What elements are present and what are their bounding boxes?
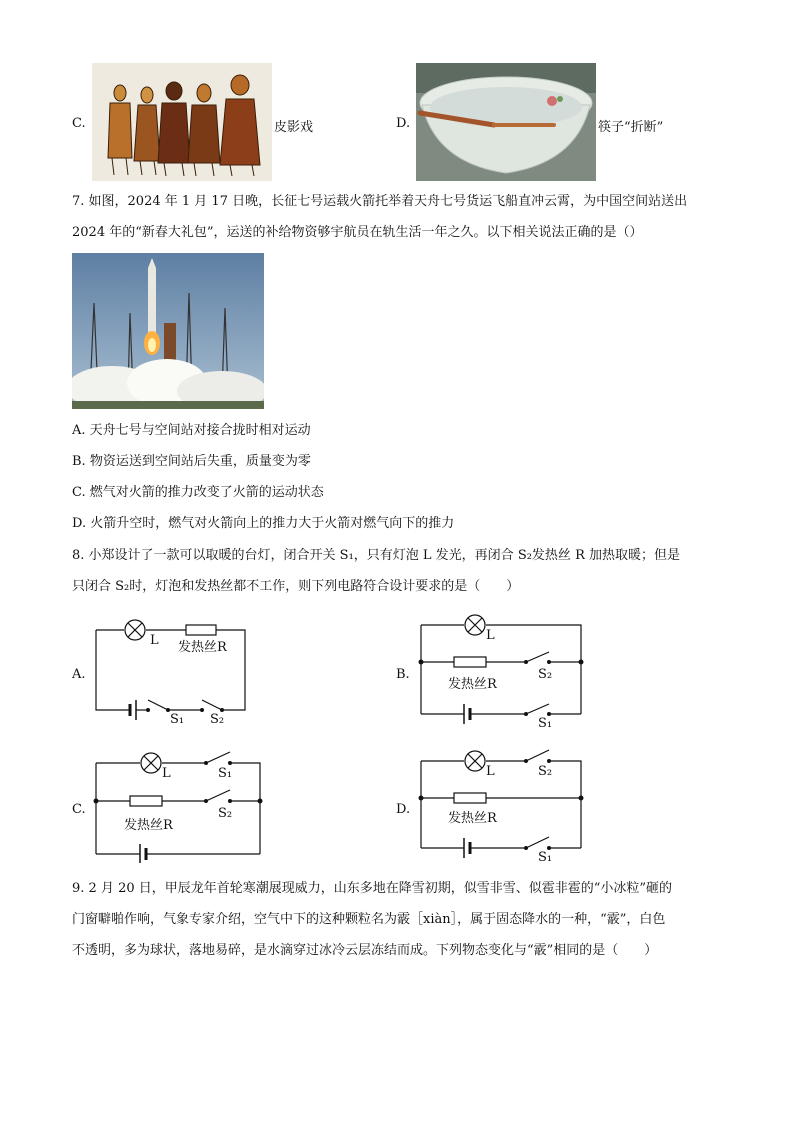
q8-stem-line1: 8. 小郑设计了一款可以取暖的台灯，闭合开关 S₁，只有灯泡 L 发光，再闭合 S₂发热丝 R 加热取暖；但是 bbox=[72, 548, 680, 563]
circuit-b-letter: B. bbox=[396, 667, 410, 682]
circuit-b-s1-label: S₁ bbox=[538, 716, 553, 731]
circuit-a-lamp-label: L bbox=[150, 633, 159, 648]
circuit-a-s2-label: S₂ bbox=[210, 712, 225, 727]
q7-stem-line2: 2024 年的“新春大礼包”，运送的补给物资够宇航员在轨生活一年之久。以下相关说法正确的是（） bbox=[72, 225, 643, 240]
option-c-letter: C. bbox=[72, 116, 86, 131]
circuit-c-letter: C. bbox=[72, 802, 86, 817]
option-d-letter: D. bbox=[396, 116, 411, 131]
circuit-d-diagram bbox=[414, 748, 589, 858]
q7-option-c: C. 燃气对火箭的推力改变了火箭的运动状态 bbox=[72, 485, 324, 500]
circuit-a-letter: A. bbox=[72, 667, 86, 682]
q7-option-b: B. 物资运送到空间站后失重，质量变为零 bbox=[72, 454, 311, 469]
circuit-a-s1-label: S₁ bbox=[170, 712, 185, 727]
q7-option-a: A. 天舟七号与空间站对接合拢时相对运动 bbox=[72, 423, 311, 438]
option-d-caption: 筷子“折断” bbox=[598, 120, 664, 135]
circuit-a-heater-label: 发热丝R bbox=[178, 640, 227, 655]
circuit-b-heater-label: 发热丝R bbox=[448, 677, 497, 692]
circuit-d-lamp-label: L bbox=[486, 764, 495, 779]
circuit-c-s1-label: S₁ bbox=[218, 766, 233, 781]
circuit-c-s2-label: S₂ bbox=[218, 806, 233, 821]
option-c-caption: 皮影戏 bbox=[274, 120, 314, 135]
circuit-b-s2-label: S₂ bbox=[538, 667, 553, 682]
circuit-d-s1-label: S₁ bbox=[538, 850, 553, 865]
q8-stem-line2: 只闭合 S₂时，灯泡和发热丝都不工作，则下列电路符合设计要求的是（ ） bbox=[72, 579, 520, 594]
q7-option-d: D. 火箭升空时，燃气对火箭向上的推力大于火箭对燃气向下的推力 bbox=[72, 516, 455, 531]
q9-stem-line2: 门窗噼啪作响，气象专家介绍，空气中下的这种颗粒名为霰［xiàn］，属于固态降水的一种，“霰”，白色 bbox=[72, 912, 666, 927]
q7-stem-line1: 7. 如图，2024 年 1 月 17 日晚，长征七号运载火箭托举着天舟七号货运飞船直冲云霄，为中国空间站送出 bbox=[72, 194, 688, 209]
bowl-chopstick-photo bbox=[416, 63, 596, 181]
circuit-b-lamp-label: L bbox=[486, 628, 495, 643]
circuit-b-diagram bbox=[414, 610, 589, 730]
circuit-d-heater-label: 发热丝R bbox=[448, 811, 497, 826]
shadow-puppet-photo bbox=[92, 63, 272, 181]
rocket-launch-photo bbox=[72, 253, 264, 409]
q9-stem-line3: 不透明，多为球状，落地易碎，是水滴穿过冰冷云层冻结而成。下列物态变化与“霰”相同的是（ ） bbox=[72, 943, 658, 958]
circuit-d-letter: D. bbox=[396, 802, 411, 817]
circuit-c-lamp-label: L bbox=[162, 766, 171, 781]
circuit-c-heater-label: 发热丝R bbox=[124, 818, 173, 833]
circuit-c-diagram bbox=[88, 748, 268, 863]
q9-stem-line1: 9. 2 月 20 日，甲辰龙年首轮寒潮展现威力，山东多地在降雪初期，似雪非雪、似雹非雹的“小冰粒”砸的 bbox=[72, 881, 673, 896]
circuit-d-s2-label: S₂ bbox=[538, 764, 553, 779]
